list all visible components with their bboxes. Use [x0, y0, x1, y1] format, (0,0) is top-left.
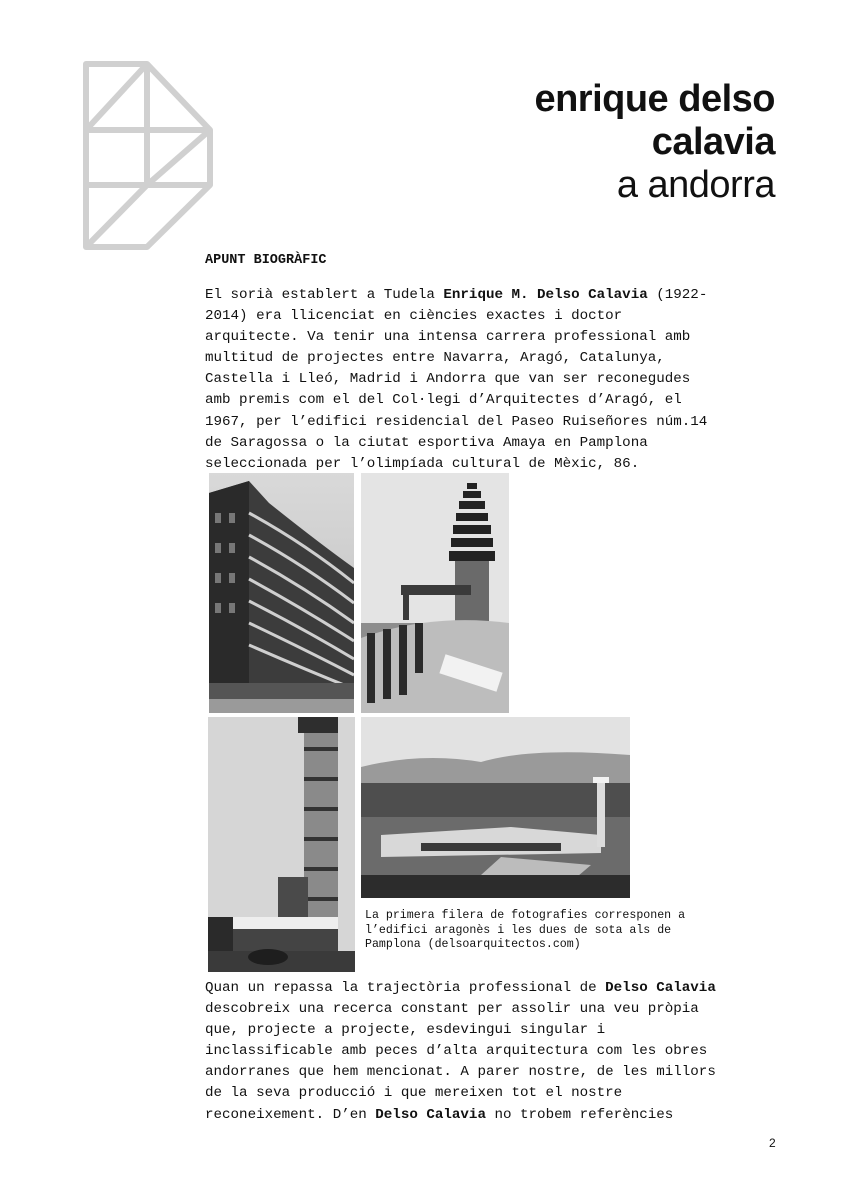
caption-line-1: La primera filera de fotografies corresponen a: [365, 909, 686, 922]
para2-line-5: andorranes que hem mencionat. A parer nostre, de les millors: [205, 1064, 716, 1081]
curved-residential-tower-photo: [209, 473, 354, 713]
trajectory-paragraph: [205, 978, 805, 1126]
section-heading: APUNT BIOGRÀFIC: [205, 253, 327, 268]
biography-paragraph: [205, 285, 805, 475]
para2-line-2: descobreix una recerca constant per assolir una veu pròpia: [205, 1001, 699, 1018]
title-line-1: enrique delso: [534, 78, 775, 120]
person-name: Delso Calavia: [375, 1106, 486, 1123]
para2-line-3: que, projecte a projecte, esdevingui singular i: [205, 1022, 606, 1039]
person-name: Delso Calavia: [605, 980, 716, 996]
para1-line-5: Castella i Lleó, Madrid i Andorra que van ser reconegudes: [205, 371, 691, 388]
para1-line-6: amb premis com el del Col·legi d’Arquitectes d’Aragó, el: [205, 392, 682, 409]
sports-city-aerial-photo: [361, 717, 630, 898]
delso-monogram-icon: [82, 60, 214, 250]
stepped-tower-terrace-photo: [361, 473, 509, 713]
para1-line-4: multitud de projectes entre Navarra, Aragó, Catalunya,: [205, 350, 665, 367]
caption-line-2: l’edifici aragonès i les dues de sota als de: [365, 923, 672, 937]
para1-line-8: de Saragossa o la ciutat esportiva Amaya en Pamplona: [205, 434, 648, 451]
title-line-2: calavia: [651, 121, 775, 163]
para1-line-3: arquitecte. Va tenir una intensa carrera professional amb: [205, 329, 691, 346]
caption-line-3: Pamplona (delsoarquitectos.com): [365, 938, 581, 951]
para2-line-7: reconeixement. D’en Delso Calavia no trobem referències: [205, 1106, 674, 1123]
para2-line-1: Quan un repassa la trajectòria professional de Delso Calavia: [205, 980, 716, 996]
para1-line-7: 1967, per l’edifici residencial del Paseo Ruiseñores núm.14: [205, 413, 708, 430]
para1-line-1: El sorià establert a Tudela Enrique M. Delso Calavia (1922-: [205, 287, 708, 303]
sports-city-tower-photo: [208, 717, 355, 972]
page-number: 2: [769, 1136, 776, 1150]
photo-caption: [365, 909, 745, 953]
person-name: Enrique M. Delso Calavia: [443, 287, 648, 303]
para1-line-2: 2014) era llicenciat en ciències exactes i doctor: [205, 308, 623, 325]
para2-line-6: de la seva producció i que mereixen tot el nostre: [205, 1085, 623, 1102]
document-title: [534, 78, 775, 207]
para2-line-4: inclassificable amb peces d’alta arquitectura com les obres: [205, 1043, 708, 1060]
para1-line-9: seleccionada per l’olimpíada cultural de Mèxic, 86.: [205, 455, 640, 472]
title-line-3: a andorra: [616, 164, 775, 206]
